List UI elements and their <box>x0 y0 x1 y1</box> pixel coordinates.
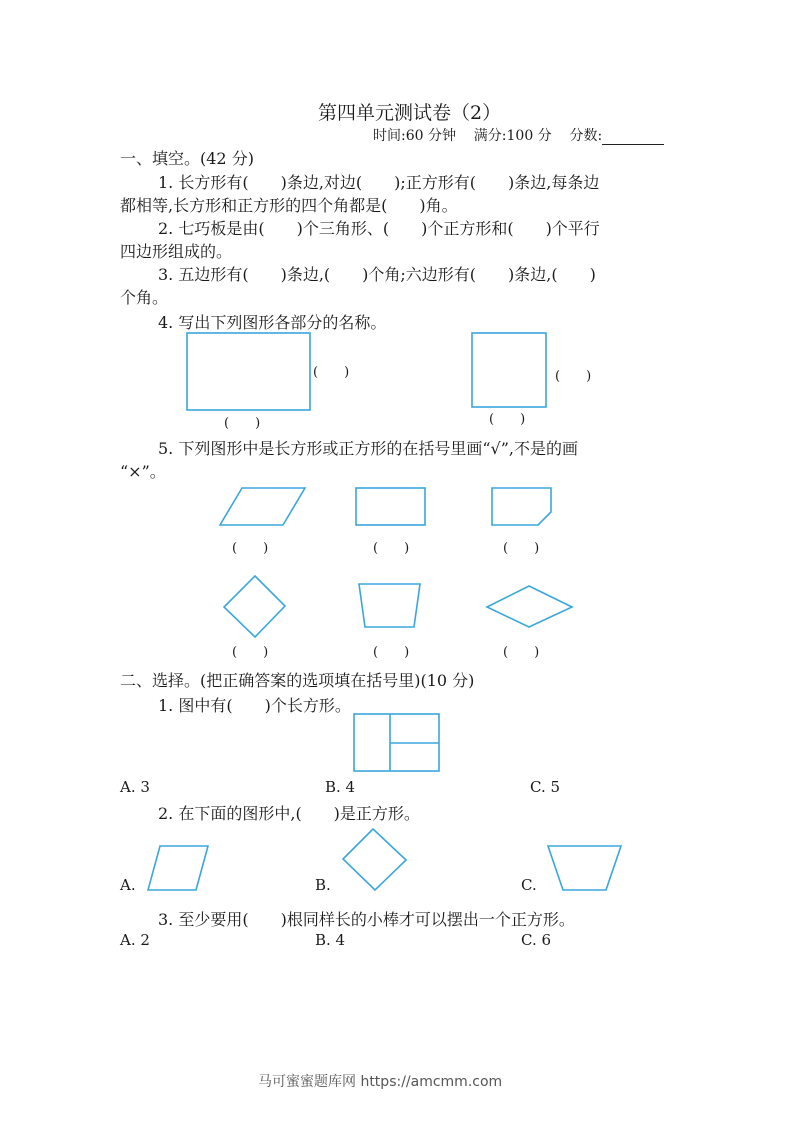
q4-square-outline <box>472 333 546 407</box>
s2-q1-option-c[interactable]: C. 5 <box>530 778 561 796</box>
q5-parallelogram <box>220 488 306 526</box>
s2-q3-option-a[interactable]: A. 2 <box>120 931 150 949</box>
s2-q2-trapezoid <box>548 846 622 891</box>
q5-rectangle-outline <box>356 488 425 525</box>
q4-square-side-paren[interactable]: ( ) <box>555 369 592 384</box>
s1-q5-line2: “×”。 <box>120 462 166 481</box>
q5-paren-2[interactable]: ( ) <box>373 541 410 556</box>
s2-q1-option-b[interactable]: B. 4 <box>325 778 356 796</box>
q5-cut-corner-outline <box>492 488 551 525</box>
q5-rotated-square <box>224 576 286 638</box>
q5-rectangle <box>356 488 426 526</box>
s2-q2-option-c[interactable]: C. <box>521 876 537 894</box>
s2-q3-text: 3. 至少要用( )根同样长的小棒才可以摆出一个正方形。 <box>158 910 575 929</box>
s1-q3-line2: 个角。 <box>120 288 169 307</box>
q5-paren-4[interactable]: ( ) <box>232 645 269 660</box>
s2-q2-text: 2. 在下面的图形中,( )是正方形。 <box>158 804 420 823</box>
s2-q2-rotated-square <box>343 829 407 891</box>
q5-trapezoid <box>359 584 421 628</box>
section2-heading: 二、选择。(把正确答案的选项填在括号里)(10 分) <box>120 671 475 690</box>
s2-q3-option-b[interactable]: B. 4 <box>315 931 346 949</box>
q4-rect-side-paren[interactable]: ( ) <box>313 365 350 380</box>
s1-q3-line1: 3. 五边形有( )条边,( )个角;六边形有( )条边,( ) <box>158 265 596 284</box>
exam-info <box>373 125 664 145</box>
q5-rotated-square-outline <box>224 576 285 637</box>
q5-paren-5[interactable]: ( ) <box>373 645 410 660</box>
s1-q1-line2: 都相等,长方形和正方形的四个角都是( )角。 <box>120 196 458 215</box>
s2-q2-option-b[interactable]: B. <box>315 876 331 894</box>
s2-q2-rotated-square-outline <box>343 829 406 890</box>
full-score: 满分:100 分 <box>473 128 552 144</box>
s2-q1-text: 1. 图中有( )个长方形。 <box>158 696 351 715</box>
q4-rectangle-outline <box>187 333 310 410</box>
s1-q2-line2: 四边形组成的。 <box>120 242 233 261</box>
q5-trapezoid-outline <box>359 584 420 627</box>
s1-q1-line1: 1. 长方形有( )条边,对边( );正方形有( )条边,每条边 <box>158 173 600 192</box>
q5-rhombus-outline <box>487 586 572 627</box>
q5-cut-corner-rectangle <box>492 488 552 526</box>
q5-paren-6[interactable]: ( ) <box>503 645 540 660</box>
s2-q3-option-c[interactable]: C. 6 <box>521 931 552 949</box>
q5-parallelogram-outline <box>220 488 305 525</box>
s2-q1-option-a[interactable]: A. 3 <box>120 778 150 796</box>
s1-q5-line1: 5. 下列图形中是长方形或正方形的在括号里画“√”,不是的画 <box>158 439 578 458</box>
time-limit: 时间:60 分钟 <box>373 128 456 144</box>
score-blank[interactable] <box>602 130 664 145</box>
s2-q2-trapezoid-outline <box>548 846 621 890</box>
score-label: 分数: <box>569 128 603 144</box>
q5-paren-1[interactable]: ( ) <box>232 541 269 556</box>
q4-rectangle <box>187 333 311 411</box>
q4-rect-bottom-paren[interactable]: ( ) <box>224 416 261 431</box>
s2-q2-option-a[interactable]: A. <box>120 876 136 894</box>
q5-paren-3[interactable]: ( ) <box>503 541 540 556</box>
section1-heading: 一、填空。(42 分) <box>120 149 254 168</box>
s1-q2-line1: 2. 七巧板是由( )个三角形、( )个正方形和( )个平行 <box>158 219 600 238</box>
s1-q4-text: 4. 写出下列图形各部分的名称。 <box>158 313 387 332</box>
q4-square-bottom-paren[interactable]: ( ) <box>489 412 526 427</box>
footer-watermark: 马可蜜蜜题库网 https://amcmm.com <box>258 1074 503 1090</box>
q5-rhombus <box>487 586 573 628</box>
s2-q2-parallelogram-outline <box>148 846 208 890</box>
s2-q2-parallelogram <box>148 846 209 891</box>
q4-square <box>472 333 547 408</box>
page-title: 第四单元测试卷（2） <box>318 102 502 124</box>
s2-q1-figure <box>354 714 440 772</box>
